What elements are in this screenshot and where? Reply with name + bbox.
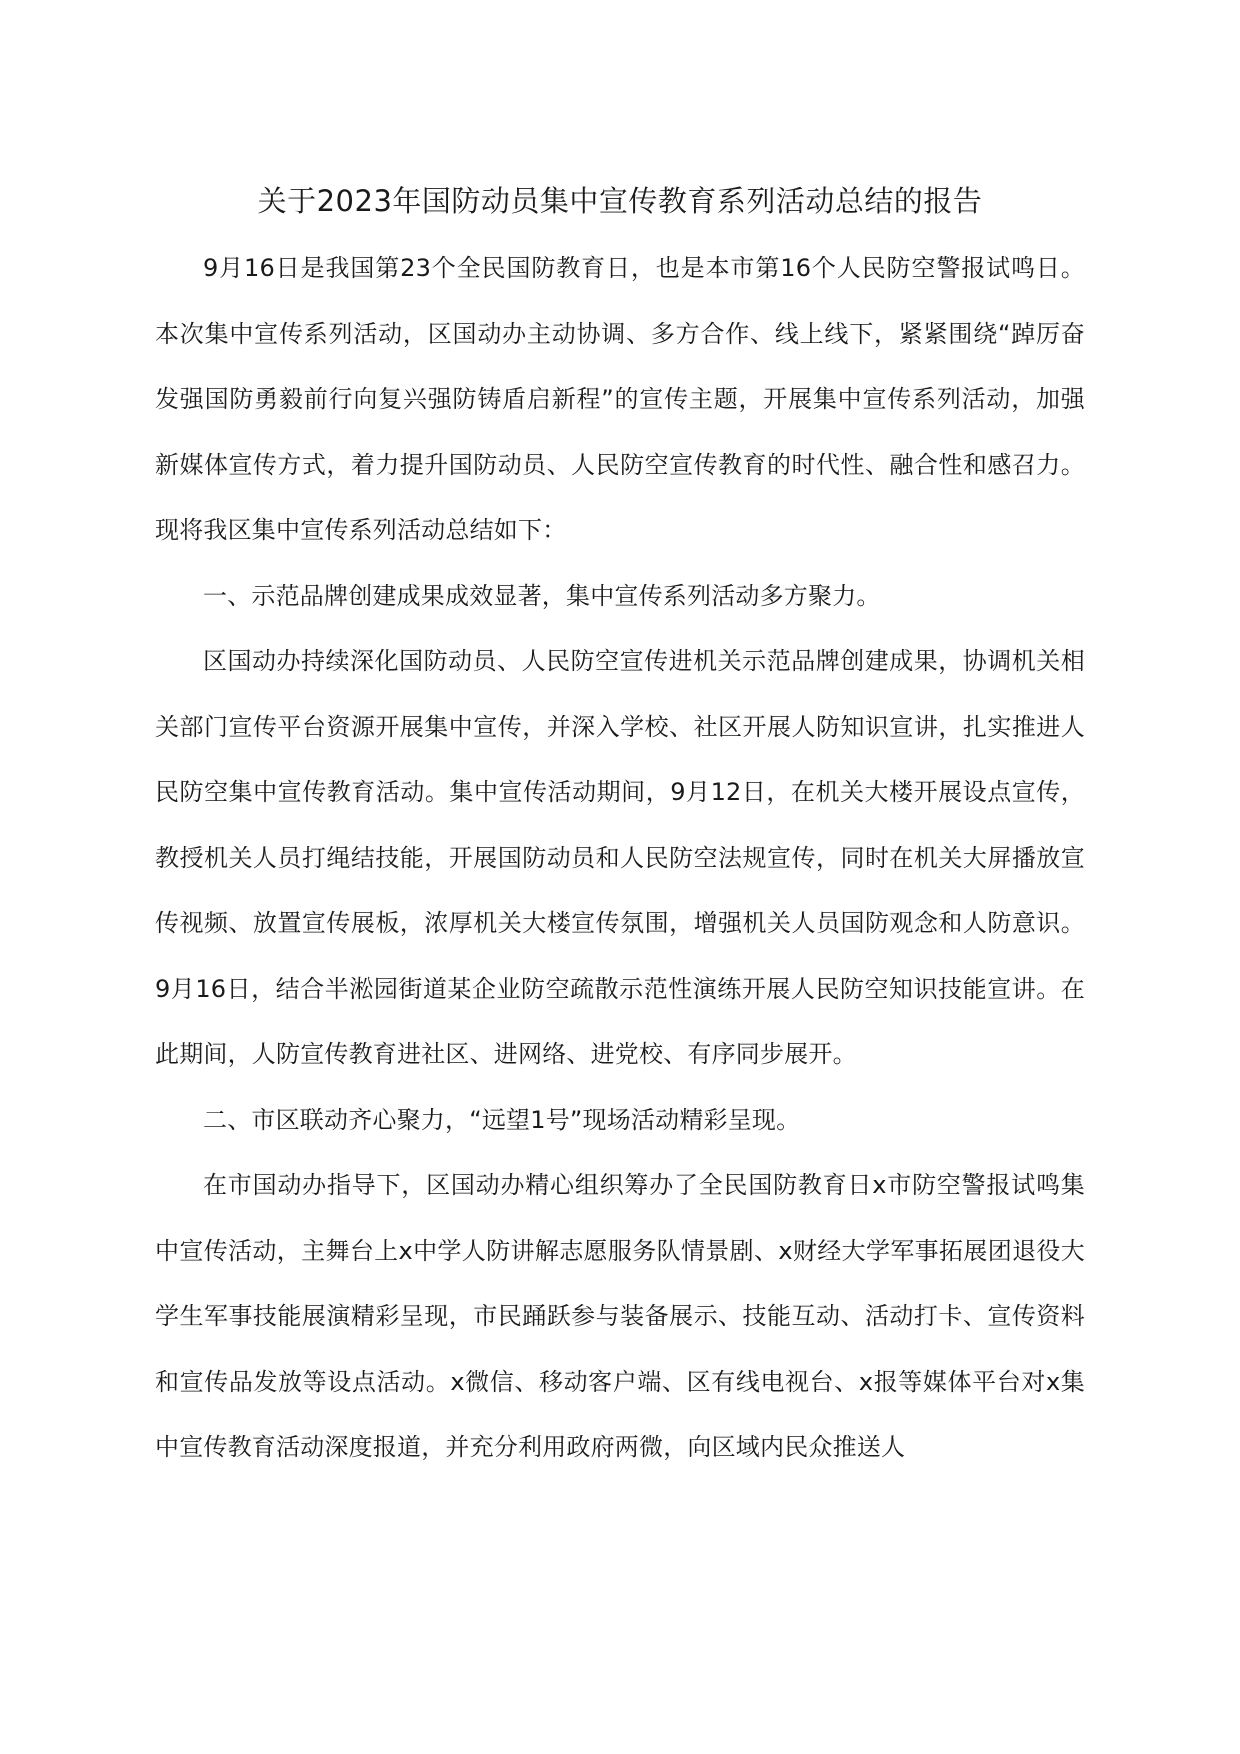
paragraph-intro: 9月16日是我国第23个全民国防教育日，也是本市第16个人民防空警报试鸣日。本次集中宣传系列活动，区国动办主动协调、多方合作、线上线下，紧紧围绕“踔厉奋发强国防勇毅前行向复兴强防铸盾启新程”的宣传主题，开展集中宣传系列活动，加强新媒体宣传方式，着力提升国防动员、人民防空宣传教育的时代性、融合性和感召力。现将我区集中宣传系列活动总结如下： [155, 254, 1085, 544]
paragraph-section-1: 区国动办持续深化国防动员、人民防空宣传进机关示范品牌创建成果，协调机关相关部门宣传平台资源开展集中宣传，并深入学校、社区开展人防知识宣讲，扎实推进人民防空集中宣传教育活动。集中宣传活动期间，9月12日，在机关大楼开展设点宣传，教授机关人员打绳结技能，开展国防动员和人民防空法规宣传，同时在机关大屏播放宣传视频、放置宣传展板，浓厚机关大楼宣传氛围，增强机关人员国防观念和人防意识。9月16日，结合半淞园街道某企业防空疏散示范性演练开展人民防空知识技能宣讲。在此期间，人防宣传教育进社区、进网络、进党校、有序同步展开。 [155, 647, 1085, 1068]
section-heading-2: 二、市区联动齐心聚力，“远望1号”现场活动精彩呈现。 [203, 1105, 801, 1134]
section-heading-1: 一、示范品牌创建成果成效显著，集中宣传系列活动多方聚力。 [203, 581, 881, 610]
document-title: 关于2023年国防动员集中宣传教育系列活动总结的报告 [257, 184, 983, 218]
document-body [155, 176, 1085, 1481]
paragraph-section-2: 在市国动办指导下，区国动办精心组织筹办了全民国防教育日x市防空警报试鸣集中宣传活动，主舞台上x中学人防讲解志愿服务队情景剧、x财经大学军事拓展团退役大学生军事技能展演精彩呈现，市民踊跃参与装备展示、技能互动、活动打卡、宣传资料和宣传品发放等设点活动。x微信、移动客户端、区有线电视台、x报等媒体平台对x集中宣传教育活动深度报道，并充分利用政府两微，向区域内民众推送人 [155, 1171, 1085, 1461]
